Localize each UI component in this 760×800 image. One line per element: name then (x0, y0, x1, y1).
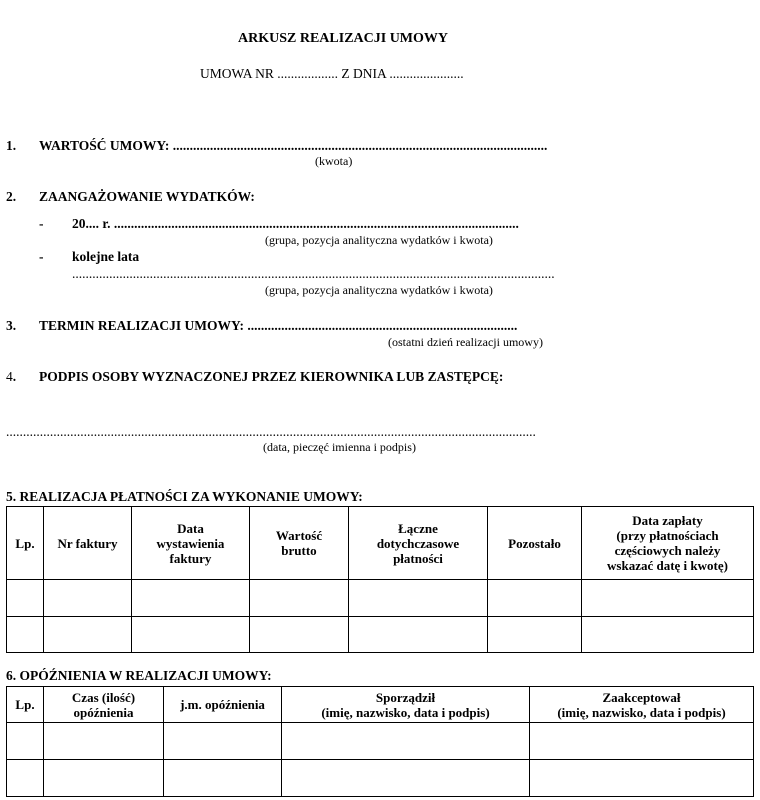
contract-value-field[interactable]: WARTOŚĆ UMOWY: ............................................................................................................... (39, 138, 548, 153)
section-6-title: 6. OPÓŹNIENIA W REALIZACJI UMOWY: (6, 668, 272, 683)
column-header: Czas (ilość) opóźnienia (44, 687, 164, 723)
table-cell[interactable] (349, 617, 488, 653)
table-cell[interactable] (132, 580, 250, 617)
table-header-row (7, 687, 754, 723)
table-cell[interactable] (250, 617, 349, 653)
contract-number-line: UMOWA NR .................. Z DNIA ...................... (200, 66, 464, 81)
delays-table (6, 686, 754, 797)
completion-date-field[interactable]: TERMIN REALIZACJI UMOWY: ................................................................................ (39, 318, 518, 333)
section-2-number: 2. (6, 189, 17, 204)
following-years-expense-field[interactable]: ............................................................................................................................................... (72, 266, 555, 281)
table-cell[interactable] (282, 723, 530, 760)
table-cell[interactable] (132, 617, 250, 653)
section-4-number: 4. (6, 369, 17, 384)
table-cell[interactable] (530, 760, 754, 797)
table-cell[interactable] (164, 723, 282, 760)
signature-field[interactable]: ............................................................................................................................................................. (6, 424, 536, 439)
table-cell[interactable] (44, 723, 164, 760)
table-cell[interactable] (488, 580, 582, 617)
column-header: Lp. (7, 507, 44, 580)
section-5-title: 5. REALIZACJA PŁATNOŚCI ZA WYKONANIE UMOWY: (6, 489, 363, 504)
table-cell[interactable] (349, 580, 488, 617)
table-header-row (7, 507, 754, 580)
current-year-expense-field[interactable]: 20.... r. ........................................................................................................................ (72, 216, 519, 231)
contract-value-hint: (kwota) (315, 154, 353, 168)
completion-date-hint: (ostatni dzień realizacji umowy) (388, 335, 543, 349)
following-years-label: kolejne lata (72, 249, 140, 264)
table-row (7, 617, 754, 653)
column-header: Data wystawienia faktury (132, 507, 250, 580)
bullet-dash: - (39, 249, 44, 264)
table-row (7, 580, 754, 617)
table-cell[interactable] (530, 723, 754, 760)
section-3-number: 3. (6, 318, 17, 333)
signature-hint: (data, pieczęć imienna i podpis) (263, 440, 416, 454)
column-header: j.m. opóźnienia (164, 687, 282, 723)
table-cell[interactable] (44, 760, 164, 797)
document-title: ARKUSZ REALIZACJI UMOWY (238, 31, 449, 46)
table-cell[interactable] (164, 760, 282, 797)
table-cell[interactable] (44, 617, 132, 653)
table-cell[interactable] (250, 580, 349, 617)
column-header: Lp. (7, 687, 44, 723)
column-header: Pozostało (488, 507, 582, 580)
column-header: Wartość brutto (250, 507, 349, 580)
current-year-expense-hint: (grupa, pozycja analityczna wydatków i kwota) (265, 233, 493, 247)
section-1-number: 1. (6, 138, 17, 153)
table-cell[interactable] (7, 723, 44, 760)
table-cell[interactable] (7, 760, 44, 797)
table-cell[interactable] (7, 580, 44, 617)
column-header: Zaakceptował (imię, nazwisko, data i podpis) (530, 687, 754, 723)
table-cell[interactable] (282, 760, 530, 797)
column-header: Łączne dotychczasowe płatności (349, 507, 488, 580)
table-cell[interactable] (582, 617, 754, 653)
payments-table (6, 506, 754, 653)
column-header: Data zapłaty (przy płatnościach częściowych należy wskazać datę i kwotę) (582, 507, 754, 580)
table-cell[interactable] (7, 617, 44, 653)
section-2-title: ZAANGAŻOWANIE WYDATKÓW: (39, 189, 255, 204)
column-header: Sporządził (imię, nazwisko, data i podpis) (282, 687, 530, 723)
bullet-dash: - (39, 216, 44, 231)
section-4-title: PODPIS OSOBY WYZNACZONEJ PRZEZ KIEROWNIKA LUB ZASTĘPCĘ: (39, 369, 504, 384)
table-cell[interactable] (488, 617, 582, 653)
table-row (7, 760, 754, 797)
following-years-expense-hint: (grupa, pozycja analityczna wydatków i kwota) (265, 283, 493, 297)
column-header: Nr faktury (44, 507, 132, 580)
table-row (7, 723, 754, 760)
table-cell[interactable] (582, 580, 754, 617)
table-cell[interactable] (44, 580, 132, 617)
